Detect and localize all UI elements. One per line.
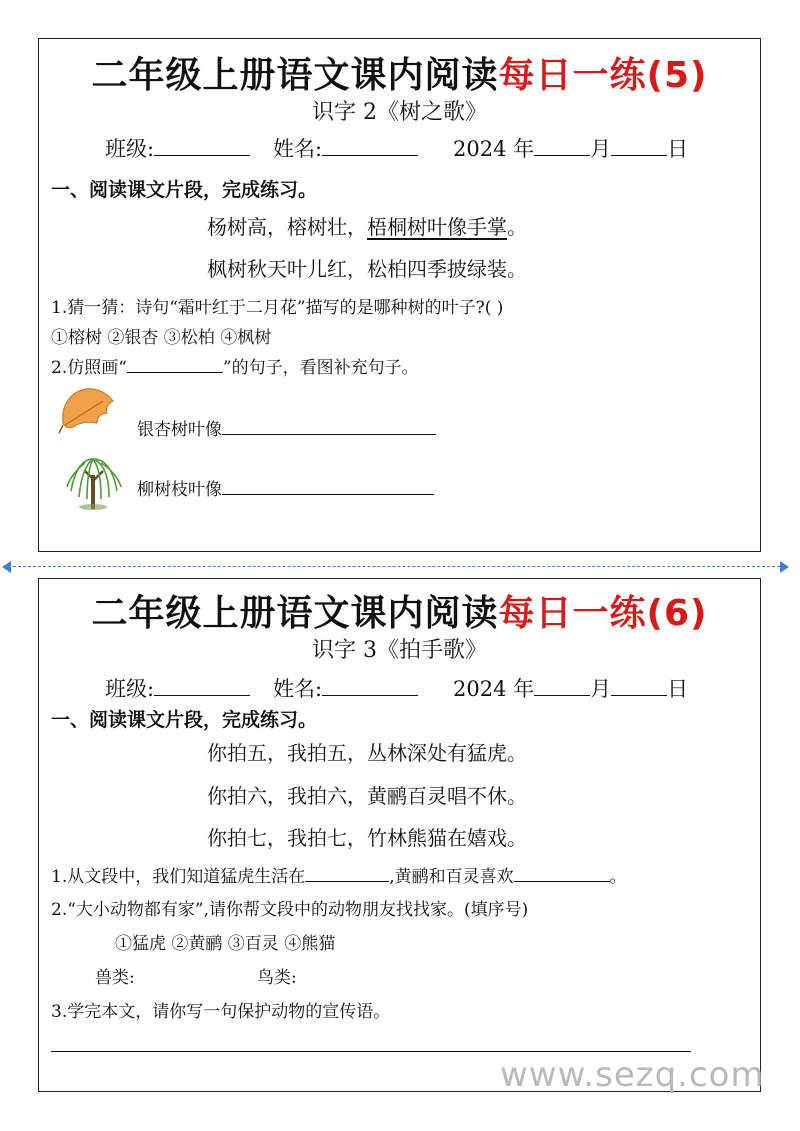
beast-category[interactable]: 兽类: (95, 968, 135, 988)
worksheet-title (39, 585, 760, 636)
poem-line-1: 你拍五，我拍五，丛林深处有猛虎。 (207, 741, 527, 765)
date-field[interactable] (453, 133, 688, 163)
class-field[interactable] (105, 673, 250, 703)
question-2: 2.“大小动物都有家”,请你帮文段中的动物朋友找找家。(填序号) (51, 900, 529, 920)
class-label: 班级: (105, 137, 155, 161)
ginkgo-prompt (137, 415, 436, 440)
bird-category[interactable]: 鸟类: (257, 968, 297, 988)
worksheet-card-5 (38, 38, 761, 552)
question-1-text: ,黄鹂和百灵喜欢 (389, 867, 514, 887)
day-label: 日 (667, 137, 689, 161)
year-label: 2024 年 (453, 677, 535, 701)
month-label: 月 (590, 137, 612, 161)
willow-tree-icon (63, 449, 125, 511)
question-1: 1.猜一猜：诗句“霜叶红于二月花”描写的是哪种树的叶子?( ) (51, 298, 504, 318)
lesson-subtitle: 识字 2《树之歌》 (312, 100, 487, 125)
class-label: 班级: (105, 677, 155, 701)
willow-label: 柳树枝叶像 (137, 480, 222, 500)
question-1-text: 1.从文段中，我们知道猛虎生活在 (51, 867, 306, 887)
ginkgo-leaf-icon (57, 383, 123, 435)
ginkgo-label: 银杏树叶像 (137, 420, 222, 440)
poem-text: 杨树高，榕树壮， (207, 215, 367, 239)
question-1-options: ①榕树 ②银杏 ③松柏 ④枫树 (51, 328, 272, 348)
day-label: 日 (667, 677, 689, 701)
poem-line-3: 你拍七，我拍七，竹林熊猫在嬉戏。 (207, 826, 527, 850)
willow-prompt (137, 475, 434, 500)
slogan-answer-line[interactable] (51, 1051, 691, 1052)
name-label: 姓名: (273, 137, 323, 161)
arrow-left-icon (2, 561, 11, 573)
question-1-text: 。 (609, 867, 627, 887)
name-field[interactable] (273, 133, 418, 163)
section-heading: 一、阅读课文片段，完成练习。 (51, 179, 318, 201)
question-1 (51, 862, 627, 887)
month-label: 月 (590, 677, 612, 701)
title-main: 二年级上册语文课内阅读 (91, 593, 499, 634)
title-main: 二年级上册语文课内阅读 (91, 55, 499, 96)
worksheet-card-6 (38, 578, 761, 1092)
willow-answer-blank[interactable] (222, 480, 434, 495)
ginkgo-answer-blank[interactable] (222, 420, 436, 435)
poem-line-2: 枫树秋天叶儿红，松柏四季披绿装。 (207, 257, 527, 281)
underlined-sentence: 梧桐树叶像手掌 (367, 215, 507, 239)
title-practice-number: 每日一练(6) (498, 593, 708, 634)
lesson-subtitle: 识字 3《拍手歌》 (312, 638, 487, 663)
name-field[interactable] (273, 673, 418, 703)
section-heading: 一、阅读课文片段，完成练习。 (51, 709, 318, 731)
poem-line-1 (207, 211, 527, 240)
year-label: 2024 年 (453, 137, 535, 161)
poem-line-2: 你拍六，我拍六，黄鹂百灵唱不休。 (207, 784, 527, 808)
date-field[interactable] (453, 673, 688, 703)
question-2-text: 2.仿照画“ (51, 358, 127, 378)
birds-like-blank[interactable] (514, 867, 610, 882)
name-label: 姓名: (273, 677, 323, 701)
question-2 (51, 353, 419, 378)
question-2-text: ”的句子，看图补充句子。 (222, 358, 419, 378)
worksheet-title (39, 47, 760, 98)
cut-line-divider (8, 566, 780, 567)
question-2-options: ①猛虎 ②黄鹂 ③百灵 ④熊猫 (115, 934, 336, 954)
arrow-right-icon (780, 561, 789, 573)
answer-blank[interactable] (127, 358, 223, 373)
class-field[interactable] (105, 133, 250, 163)
title-practice-number: 每日一练(5) (498, 55, 708, 96)
watermark: www.sezq.com (500, 1055, 765, 1095)
question-3: 3.学完本文，请你写一句保护动物的宣传语。 (51, 1002, 391, 1022)
habitat-tiger-blank[interactable] (305, 867, 389, 882)
poem-text: 。 (507, 215, 527, 239)
